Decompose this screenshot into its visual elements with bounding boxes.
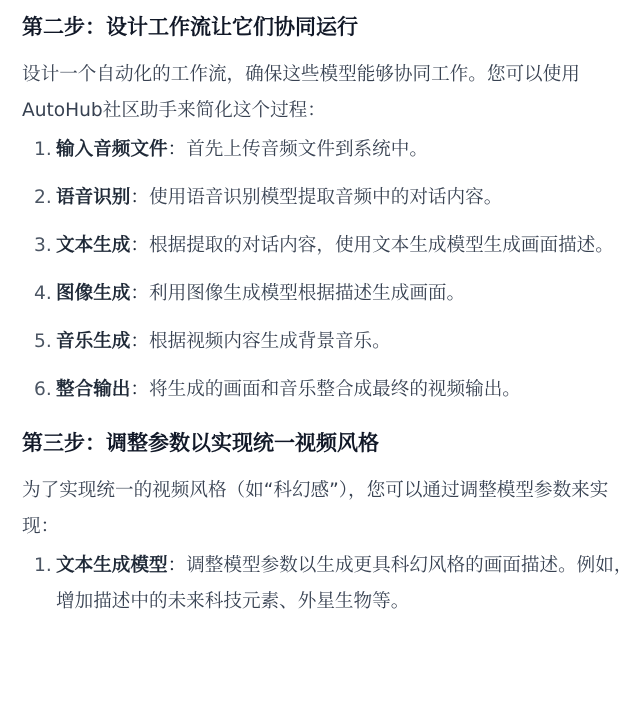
step-number: 3. [34,235,52,256]
list-item [22,180,638,216]
step-separator: ： [130,187,149,208]
list-item [22,132,638,168]
list-item [22,548,638,620]
step-term: 语音识别 [56,187,131,208]
section-2-intro: 设计一个自动化的工作流，确保这些模型能够协同工作。您可以使用AutoHub社区助手来简化这个过程： [22,64,580,121]
step-separator: ： [130,379,149,400]
step-term: 整合输出 [56,379,131,400]
step-text: 调整模型参数以生成更具科幻风格的画面描述。例如，增加描述中的未来科技元素、外星生物等。 [56,555,633,612]
step-number: 1. [34,555,52,576]
section-3-steps [22,548,638,620]
list-item [22,276,638,312]
section-3-heading: 第三步：调整参数以实现统一视频风格 [22,431,379,455]
step-number: 2. [34,187,52,208]
step-text: 将生成的画面和音乐整合成最终的视频输出。 [149,379,521,400]
step-separator: ： [130,331,149,352]
step-term: 文本生成 [56,235,131,256]
step-text: 根据提取的对话内容，使用文本生成模型生成画面描述。 [149,235,614,256]
step-term: 文本生成模型 [56,555,168,576]
step-number: 5. [34,331,52,352]
step-number: 1. [34,139,52,160]
list-item [22,228,638,264]
step-separator: ： [130,283,149,304]
section-2-steps [22,132,638,408]
step-text: 利用图像生成模型根据描述生成画面。 [149,283,466,304]
step-separator: ： [167,139,187,160]
step-term: 音乐生成 [56,331,131,352]
step-term: 图像生成 [56,283,131,304]
step-number: 4. [34,283,52,304]
step-text: 使用语音识别模型提取音频中的对话内容。 [149,187,503,208]
step-separator: ： [130,235,149,256]
section-3-intro: 为了实现统一的视频风格（如“科幻感”），您可以通过调整模型参数来实现： [22,480,609,537]
step-number: 6. [34,379,52,400]
step-term: 输入音频文件 [56,139,168,160]
step-separator: ： [167,555,187,576]
section-2-heading: 第二步：设计工作流让它们协同运行 [22,15,358,39]
step-text: 根据视频内容生成背景音乐。 [149,331,391,352]
list-item [22,372,638,408]
step-text: 首先上传音频文件到系统中。 [186,139,428,160]
list-item [22,324,638,360]
